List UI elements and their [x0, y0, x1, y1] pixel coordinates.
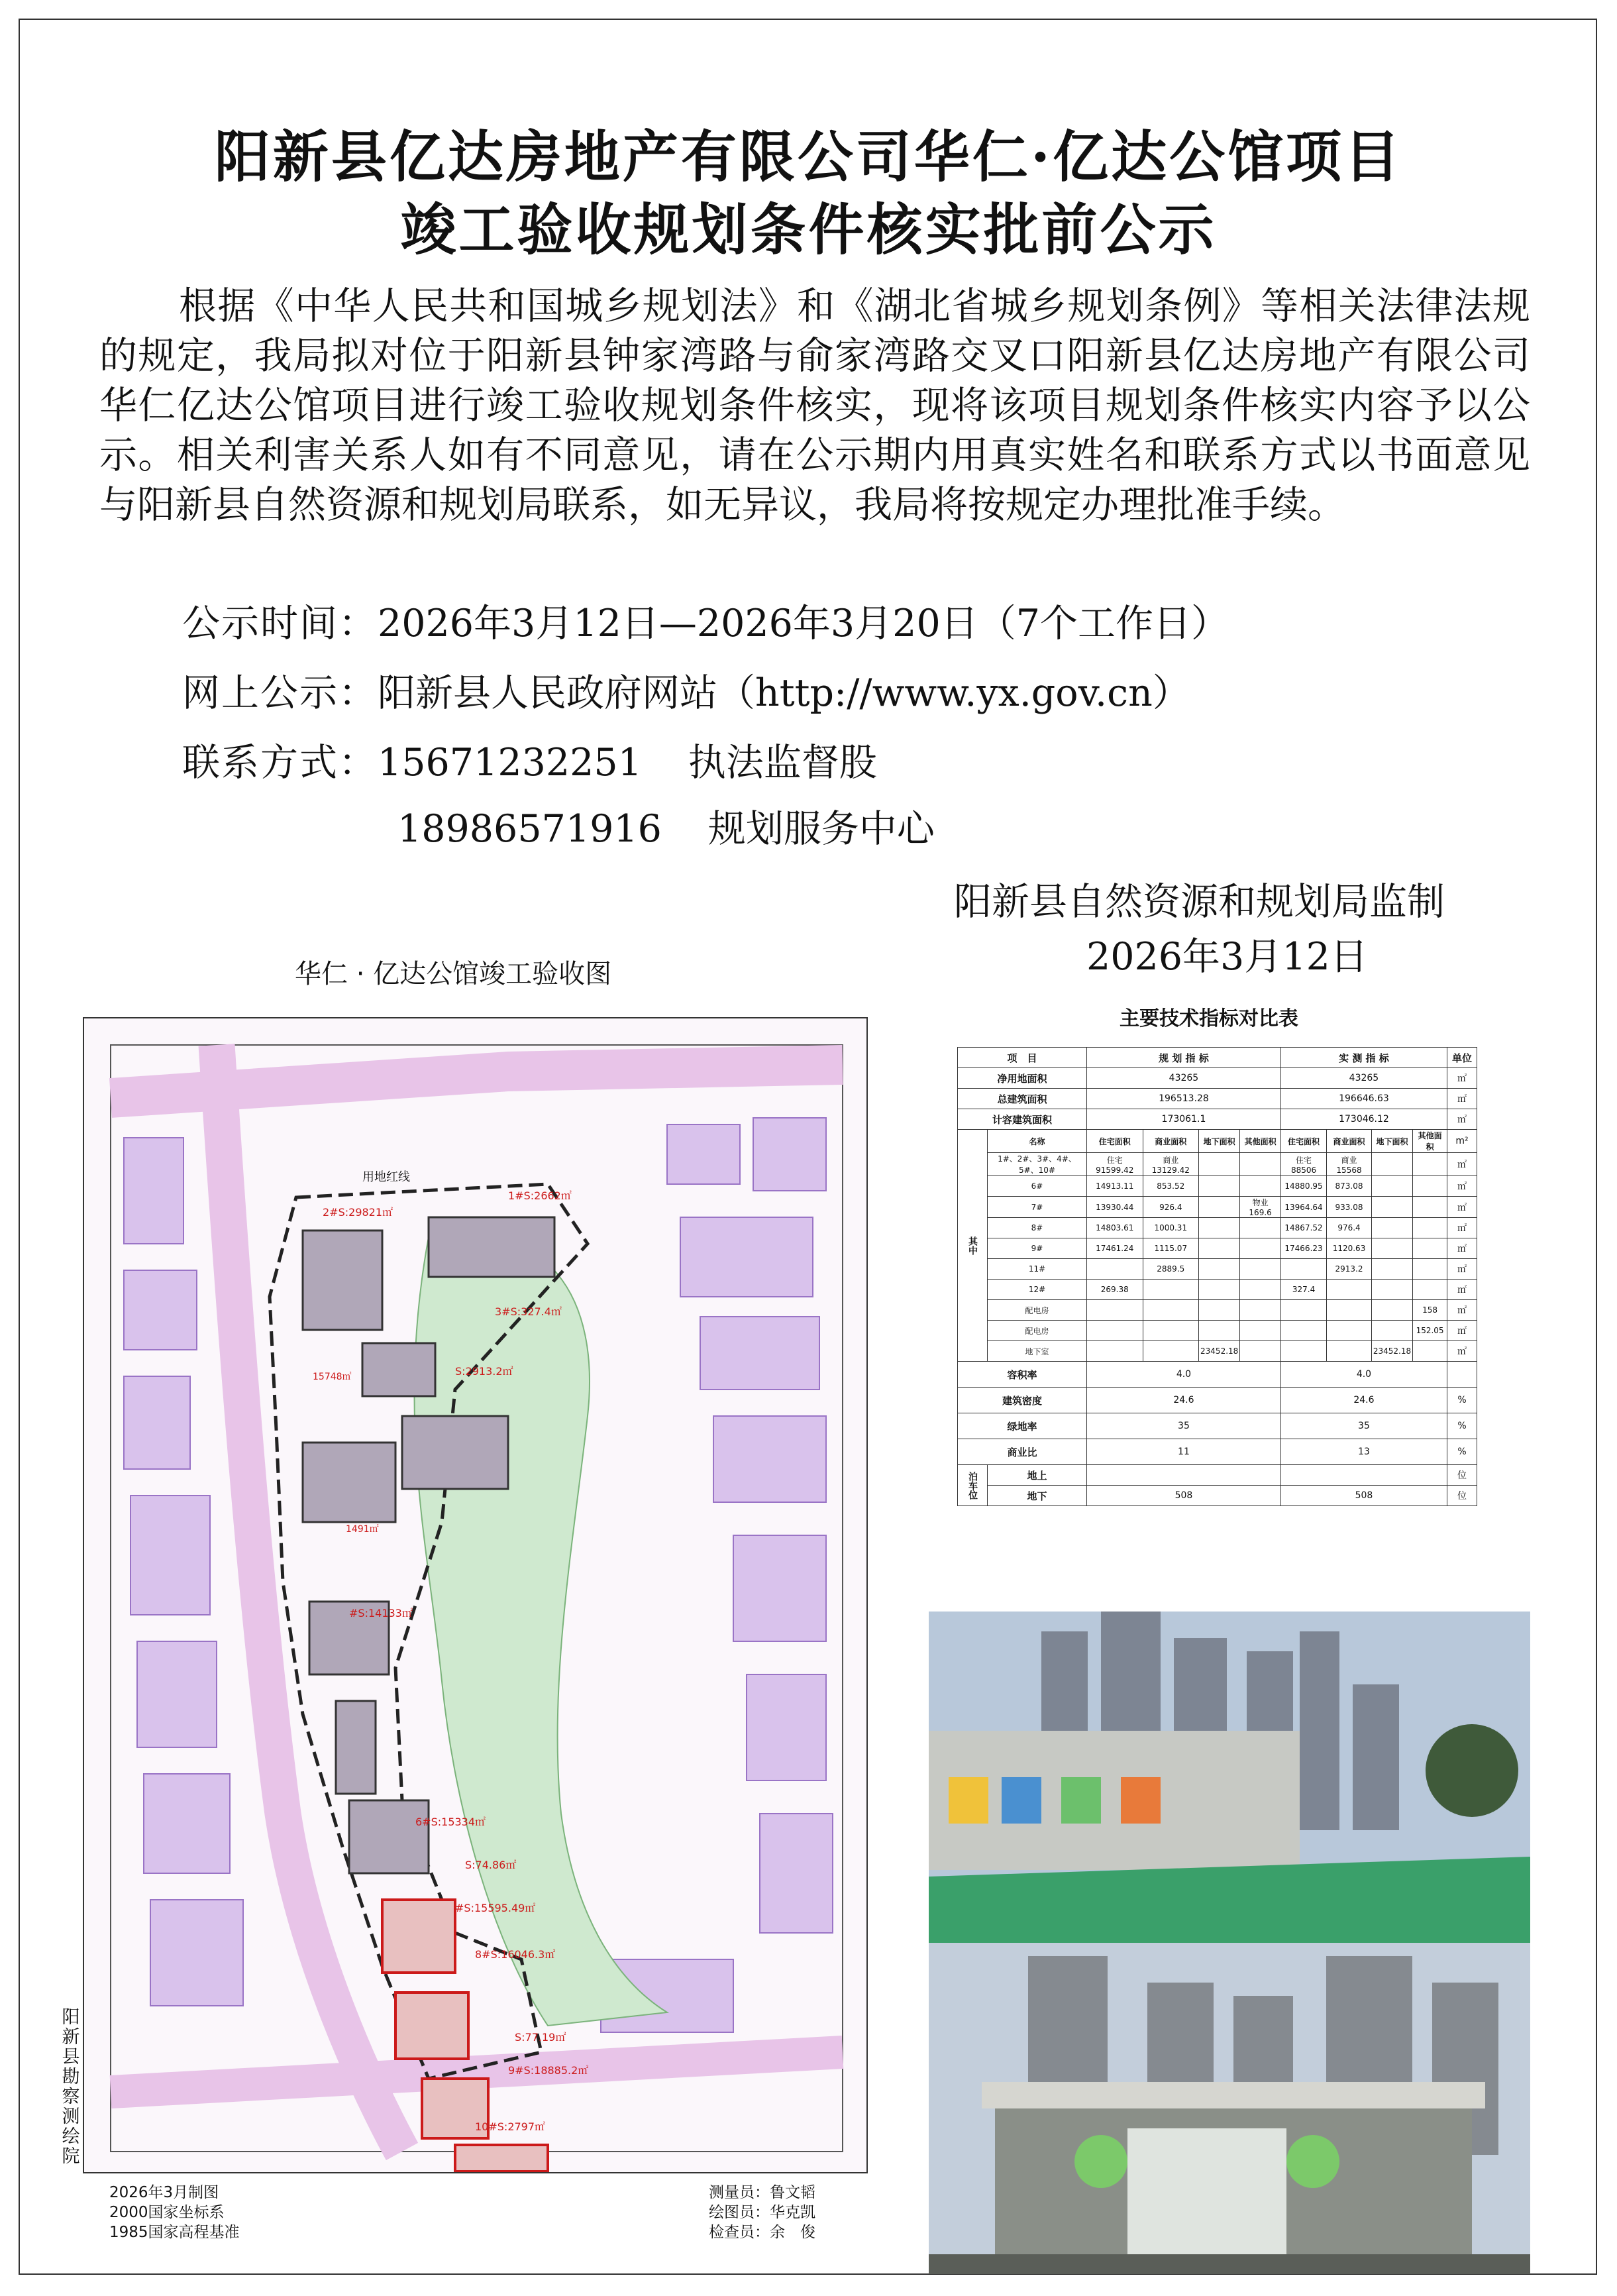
label-b11: 8#S:16046.3㎡	[475, 1948, 556, 1961]
contact-dept-1: 执法监督股	[688, 741, 877, 785]
site-plan-drawing	[84, 1018, 868, 2173]
online-label: 网上公示：	[182, 671, 378, 715]
title-line-2: 竣工验收规划条件核实批前公示	[400, 197, 1217, 262]
label-land-line: 用地红线	[362, 1170, 410, 1184]
table-row: 9# 17461.24 1115.07 17466.23 1120.63 ㎡	[958, 1238, 1477, 1259]
contact-phone-1: 15671232251	[378, 741, 642, 785]
label-b13: 9#S:18885.2㎡	[508, 2064, 589, 2077]
tech-index-table	[957, 1047, 1477, 1506]
map-note-checker: 检查员：余 俊	[709, 2224, 815, 2241]
site-photo-2	[929, 1943, 1530, 2274]
table-row: 12# 269.38 327.4 ㎡	[958, 1280, 1477, 1300]
map-note-coord: 2000国家坐标系	[109, 2204, 225, 2221]
contact-dept-2: 规划服务中心	[707, 807, 935, 851]
label-b8: 6#S:15334㎡	[415, 1816, 486, 1828]
table-row: 1#、2#、3#、4#、5#、10# 住宅 91599.42 商业 13129.42 住宅 88506 商业 15568 ㎡	[958, 1153, 1477, 1176]
label-b10: #S:15595.49㎡	[455, 1902, 536, 1914]
table-row: 地下室 23452.18 23452.18 ㎡	[958, 1341, 1477, 1362]
time-value: 2026年3月12日—2026年3月20日（7个工作日）	[378, 602, 1229, 645]
label-b4: S:2913.2㎡	[455, 1365, 513, 1378]
table-title: 主要技术指标对比表	[1120, 1007, 1298, 1030]
label-b1: 1#S:2662㎡	[508, 1189, 572, 1202]
map-note-drafter: 绘图员：华克凯	[709, 2204, 815, 2221]
table-row: 6# 14913.11 853.52 14880.95 873.08 ㎡	[958, 1176, 1477, 1197]
table-header-row: 项 目 规 划 指 标 实 测 指 标 单位	[958, 1048, 1477, 1068]
label-b2: 2#S:29821㎡	[323, 1206, 393, 1219]
table-subheader-row: 其中 名称 住宅面积 商业面积 地下面积 其他面积 住宅面积 商业面积 地下面积 其他面积 m²	[958, 1130, 1477, 1153]
map-side-caption: 阳 新 县 勘 察 测 绘 院	[62, 2007, 80, 2167]
label-b7: #S:14133㎡	[349, 1607, 413, 1619]
label-b12: S:77.19㎡	[515, 2031, 566, 2044]
title-line-1: 阳新县亿达房地产有限公司华仁·亿达公馆项目	[214, 124, 1403, 190]
time-label: 公示时间：	[182, 602, 378, 645]
map-note-elev: 1985国家高程基准	[109, 2224, 240, 2241]
table-row: 建筑密度 24.6 24.6 %	[958, 1388, 1477, 1413]
map-note-date: 2026年3月制图	[109, 2184, 219, 2201]
site-plan-map	[83, 1017, 868, 2173]
contact-phone-2: 18986571916	[397, 807, 662, 851]
signature-date: 2026年3月12日	[1086, 935, 1368, 979]
map-note-surveyor: 测量员：鲁文韬	[709, 2184, 815, 2201]
label-b3: 3#S:327.4㎡	[495, 1305, 562, 1318]
online-value: 阳新县人民政府网站（http://www.yx.gov.cn）	[378, 671, 1190, 715]
table-row: 容积率 4.0 4.0	[958, 1362, 1477, 1388]
label-b5: 15748㎡	[313, 1372, 352, 1382]
table-row: 地下 508 508 位	[958, 1486, 1477, 1506]
notice-paragraph: 根据《中华人民共和国城乡规划法》和《湖北省城乡规划条例》等相关法律法规的规定，我局拟对位于阳新县钟家湾路与俞家湾路交叉口阳新县亿达房地产有限公司华仁亿达公馆项目进行竣工验收规划条件核实，现将该项目规划条件核实内容予以公示。相关利害关系人如有不同意见，请在公示期内用真实姓名和联系方式以书面意见与阳新县自然资源和规划局联系，如无异议，我局将按规定办理批准手续。	[99, 284, 1530, 527]
label-b6: 1491㎡	[346, 1524, 379, 1535]
table-row: 商业比 11 13 %	[958, 1439, 1477, 1465]
table-row: 泊车位 地上 位	[958, 1465, 1477, 1486]
site-photo-1	[929, 1612, 1530, 1943]
notice-online	[182, 663, 1190, 717]
notice-contact	[182, 732, 877, 787]
table-row: 总建筑面积 196513.28 196646.63 ㎡	[958, 1089, 1477, 1109]
table-row: 配电房 152.05 ㎡	[958, 1321, 1477, 1341]
table-row: 绿地率 35 35 %	[958, 1413, 1477, 1439]
table-row: 计容建筑面积 173061.1 173046.12 ㎡	[958, 1109, 1477, 1130]
label-b9: S:74.86㎡	[465, 1859, 517, 1871]
table-row: 7# 13930.44 926.4 物业 169.6 13964.64 933.08 ㎡	[958, 1197, 1477, 1218]
contact-label: 联系方式：	[182, 741, 378, 785]
table-row: 净用地面积 43265 43265 ㎡	[958, 1068, 1477, 1089]
table-row: 11# 2889.5 2913.2 ㎡	[958, 1259, 1477, 1280]
notice-contact-2	[397, 798, 935, 853]
notice-time	[182, 593, 1229, 647]
signature-org: 阳新县自然资源和规划局监制	[954, 880, 1445, 924]
table-row: 配电房 158 ㎡	[958, 1300, 1477, 1321]
map-title: 华仁 · 亿达公馆竣工验收图	[295, 959, 612, 989]
label-b14: 10#S:2797㎡	[475, 2120, 546, 2133]
table-row: 8# 14803.61 1000.31 14867.52 976.4 ㎡	[958, 1218, 1477, 1238]
